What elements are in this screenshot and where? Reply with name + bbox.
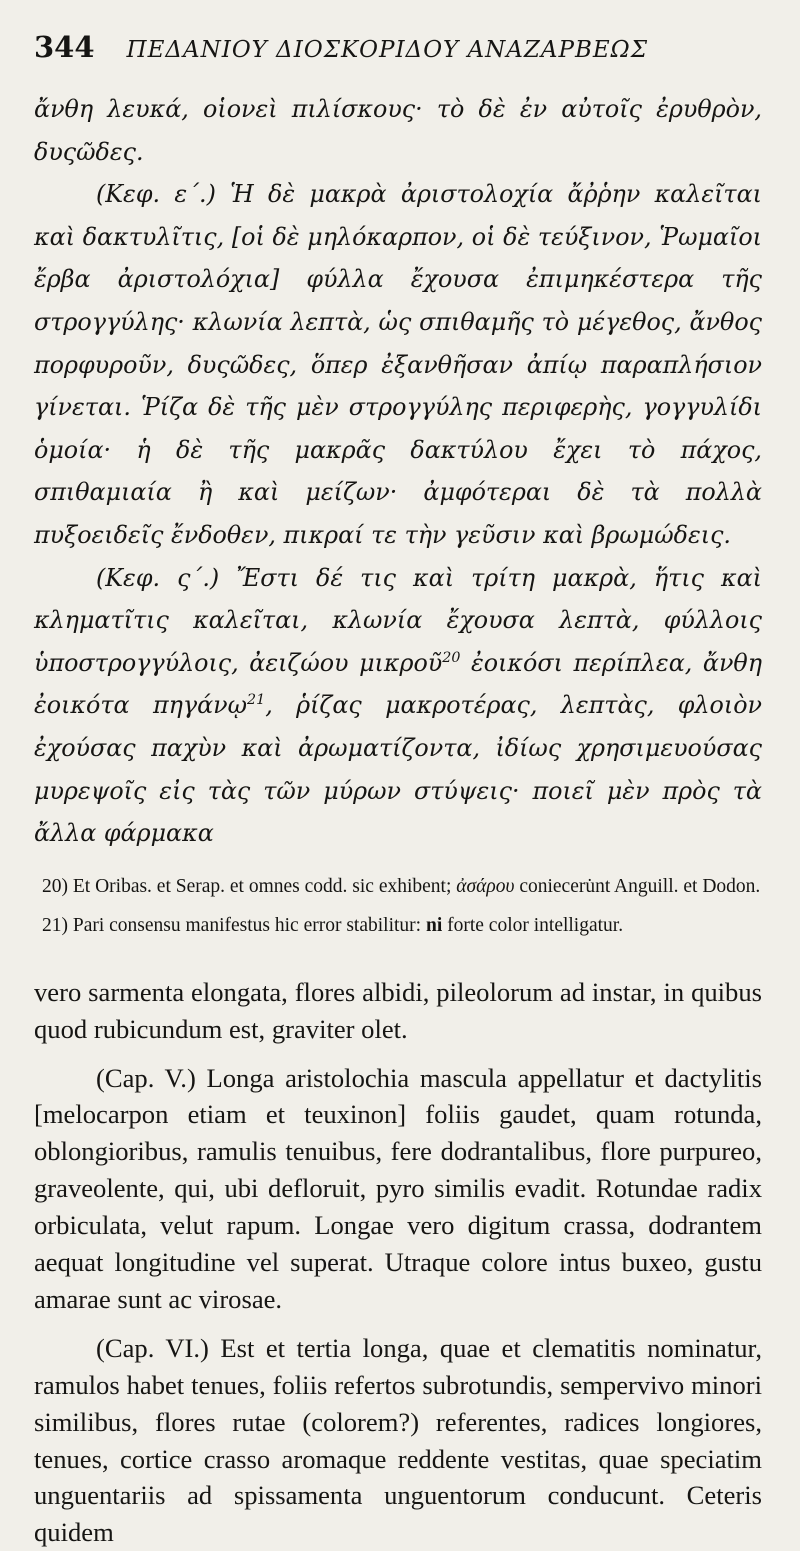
footnote-text: 21) Pari consensu manifestus hic error stabilitur: [42,914,426,936]
page-number: 344 [34,30,95,64]
greek-text-segment: ἐοικόσι περίπλεα, ἄνθη ἐοικότα πηγάνῳ [34,648,762,720]
greek-paragraph-1: ἄνθη λευκά, οἱονεὶ πιλίσκους· τὸ δὲ ἐν αὐτοῖς ἐρυθρὸν, δυςῶδες. [34,95,762,166]
footnote-20 [34,875,762,898]
greek-text-segment: (Κεφ. ς΄.) Ἔστι δέ τις καὶ τρίτη μακρὰ, ἥτις καὶ κληματῖτις καλεῖται, κλωνία ἔχουσα λεπτὰ, φύλλοις ὑποστρογγύλοις, ἀειζώου μικροῦ [34,563,762,677]
latin-paragraph-chapter-5: (Cap. V.) Longa aristolochia mascula appellatur et dactylitis [melocarpon etiam et teuxinon] foliis gaudet, quam rotunda, oblongioribus, ramulis tenuibus, fere dodrantalibus, flore purpureo, graveolente, qui, ubi defloruit, pyro similis evadit. Rotundae radix orbiculata, velut rapum. Longae vero digitum crassa, dodrantem aequat longitudine vel superat. Utraque colore intus buxeo, gustu amarae sunt ac virosae. [34,1062,762,1314]
footnote-bold-word: ni [425,914,443,936]
footnote-ref-20[interactable]: 20 [442,649,461,666]
latin-paragraph-chapter-6: (Cap. VI.) Est et tertia longa, quae et clematitis nominatur, ramulos habet tenues, foliis refertos subrotundis, sempervivo minori similibus, flores rutae (colorem?) referentes, radices longiores, tenues, cortice crasso aromaque reddente vestitas, quae speciatim unguentariis ad spissamenta unguentorum conducunt. Ceteris quidem [34,1332,762,1548]
footnote-text: forte color intelligatur. [442,914,624,936]
greek-paragraph-chapter-5: (Κεφ. ε΄.) Ἡ δὲ μακρὰ ἀριστολοχία ἄῤῥην καλεῖται καὶ δακτυλῖτις, [οἱ δὲ μηλόκαρπον, οἱ δὲ τεύξινον, Ῥωμαῖοι ἔρβα ἀριστολόχια] φύλλα ἔχουσα ἐπιμηκέστερα τῆς στρογγύλης· κλωνία λεπτὰ, ὡς σπιθαμῆς τὸ μέγεθος, ἄνθος πορφυροῦν, δυςῶδες, ὅπερ ἐξανθῆσαν ἀπίῳ παραπλήσιον γίνεται. Ῥίζα δὲ τῆς μὲν στρογγύλης περιφερὴς, γογγυλίδι ὁμοία· ἡ δὲ τῆς μακρᾶς δακτύλου ἔχει τὸ πάχος, σπιθαμιαία ἢ καὶ μείζων· ἀμφότεραι δὲ τὰ πολλὰ πυξοειδεῖς ἔνδοθεν, πικραί τε τὴν γεῦσιν καὶ βρωμώδεις. [34,180,762,549]
running-head: ΠΕΔΑΝΙΟΥ ΔΙΟΣΚΟΡΙΔΟΥ ΑΝΑΖΑΡΒΕΩΣ [126,37,648,63]
footnote-text: conieceru̇nt Anguill. et Dodon. [514,875,761,897]
greek-text [34,88,762,855]
greek-paragraph-chapter-6 [34,557,762,855]
footnote-greek-word: ἀσάρου [456,875,515,897]
footnotes [34,875,762,937]
section-divider [34,953,762,954]
footnote-ref-21[interactable]: 21 [247,692,266,709]
page-header [34,30,762,74]
footnote-text: 20) Et Oribas. et Serap. et omnes codd. sic exhibent; [42,875,457,897]
footnote-21 [34,914,762,937]
latin-paragraph-1: vero sarmenta elongata, flores albidi, pileolorum ad instar, in quibus quod rubicundum est, graviter olet. [34,976,762,1044]
latin-text [34,974,762,1551]
greek-text-segment: , ῥίζας μακροτέρας, λεπτὰς, φλοιὸν ἐχούσας παχὺν καὶ ἀρωματίζοντα, ἰδίως χρησιμευούσας μυρεψοῖς εἰς τὰς τῶν μύρων στύψεις· ποιεῖ μὲν πρὸς τὰ ἄλλα φάρμακα [34,691,762,848]
